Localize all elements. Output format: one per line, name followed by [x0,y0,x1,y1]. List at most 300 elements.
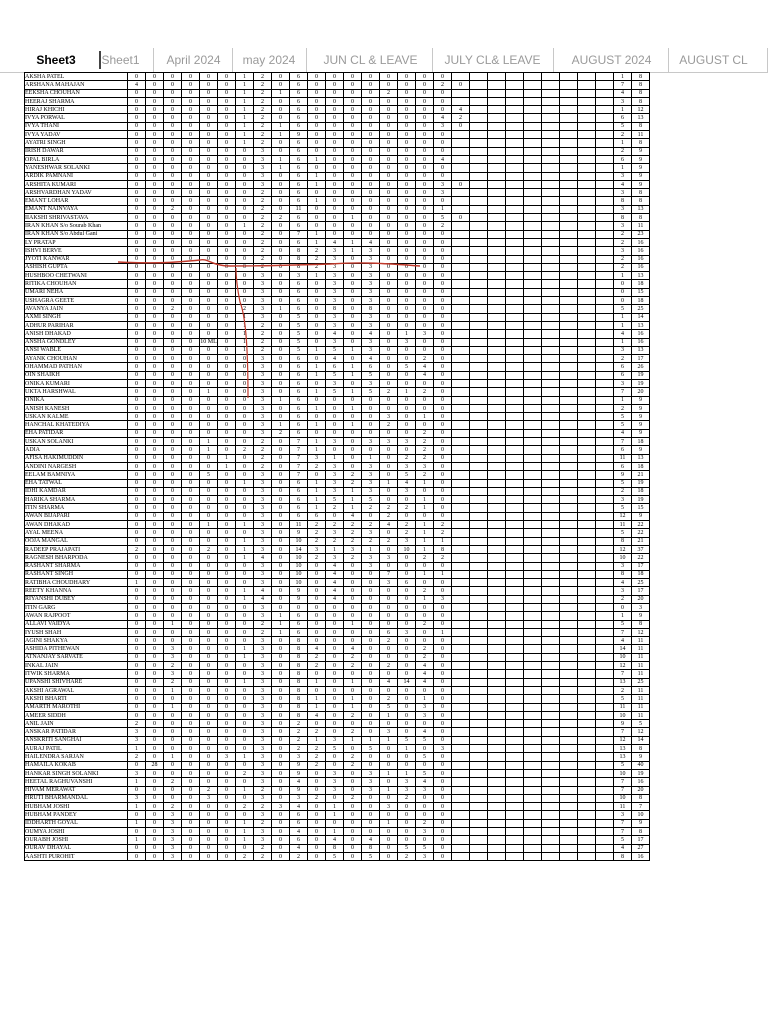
value-cell[interactable]: 0 [164,479,182,487]
value-cell[interactable]: 7 [614,819,632,827]
value-cell[interactable]: 0 [218,612,236,620]
value-cell[interactable]: 0 [236,487,254,495]
value-cell[interactable]: 6 [614,371,632,379]
value-cell[interactable] [470,81,488,89]
value-cell[interactable] [542,89,560,97]
value-cell[interactable]: 10 [632,811,650,819]
value-cell[interactable] [488,280,506,288]
value-cell[interactable] [506,537,524,545]
value-cell[interactable]: 6 [290,512,308,520]
value-cell[interactable]: 17 [632,355,650,363]
value-cell[interactable]: 5 [362,388,380,396]
value-cell[interactable] [542,711,560,719]
value-cell[interactable]: 0 [308,670,326,678]
value-cell[interactable]: 0 [380,346,398,354]
value-cell[interactable]: 0 [200,280,218,288]
value-cell[interactable]: 0 [146,628,164,636]
value-cell[interactable] [542,852,560,860]
value-cell[interactable]: 0 [308,205,326,213]
value-cell[interactable]: 0 [164,288,182,296]
value-cell[interactable]: 1 [434,628,452,636]
value-cell[interactable]: 0 [362,155,380,163]
value-cell[interactable]: 3 [326,786,344,794]
value-cell[interactable]: 0 [398,761,416,769]
value-cell[interactable]: 3 [326,321,344,329]
value-cell[interactable]: 0 [326,678,344,686]
value-cell[interactable]: 2 [200,545,218,553]
value-cell[interactable]: 1 [416,529,434,537]
value-cell[interactable]: 2 [254,346,272,354]
value-cell[interactable]: 0 [218,803,236,811]
value-cell[interactable] [578,97,596,105]
value-cell[interactable]: 1 [164,686,182,694]
value-cell[interactable]: 22 [632,554,650,562]
student-name-cell[interactable]: ARSHANA MAHAJAN [25,81,128,89]
value-cell[interactable]: 0 [146,155,164,163]
value-cell[interactable] [560,371,578,379]
value-cell[interactable]: 0 [380,404,398,412]
value-cell[interactable]: 0 [434,645,452,653]
value-cell[interactable]: 1 [236,313,254,321]
value-cell[interactable]: 0 [434,255,452,263]
value-cell[interactable] [470,379,488,387]
value-cell[interactable]: 1 [272,155,290,163]
value-cell[interactable]: 0 [308,828,326,836]
value-cell[interactable] [506,462,524,470]
value-cell[interactable]: 0 [146,139,164,147]
value-cell[interactable]: 0 [218,272,236,280]
value-cell[interactable]: 0 [434,794,452,802]
value-cell[interactable]: 5 [614,529,632,537]
value-cell[interactable]: 5 [398,363,416,371]
value-cell[interactable] [470,653,488,661]
value-cell[interactable]: 0 [344,462,362,470]
student-name-cell[interactable]: OUMYA JOSHI [25,828,128,836]
value-cell[interactable]: 0 [344,297,362,305]
value-cell[interactable]: 0 [398,429,416,437]
value-cell[interactable]: 0 [308,355,326,363]
value-cell[interactable]: 0 [200,180,218,188]
value-cell[interactable]: 0 [164,454,182,462]
value-cell[interactable] [452,819,470,827]
value-cell[interactable]: 0 [218,504,236,512]
value-cell[interactable]: 0 [398,728,416,736]
value-cell[interactable] [452,247,470,255]
value-cell[interactable]: 0 [344,720,362,728]
value-cell[interactable] [596,139,614,147]
value-cell[interactable]: 0 [308,769,326,777]
value-cell[interactable]: 0 [200,487,218,495]
value-cell[interactable]: 2 [416,554,434,562]
value-cell[interactable]: 0 [164,554,182,562]
value-cell[interactable]: 0 [164,313,182,321]
value-cell[interactable] [506,803,524,811]
value-cell[interactable] [488,97,506,105]
value-cell[interactable]: 3 [362,263,380,271]
value-cell[interactable] [560,720,578,728]
value-cell[interactable] [452,496,470,504]
value-cell[interactable]: 4 [326,330,344,338]
value-cell[interactable]: 0 [380,280,398,288]
value-cell[interactable] [488,180,506,188]
value-cell[interactable] [542,819,560,827]
value-cell[interactable]: 10 [398,545,416,553]
value-cell[interactable]: 0 [380,670,398,678]
value-cell[interactable]: 0 [344,272,362,280]
value-cell[interactable] [488,836,506,844]
value-cell[interactable]: 0 [218,479,236,487]
value-cell[interactable]: 0 [218,703,236,711]
value-cell[interactable]: 0 [326,695,344,703]
value-cell[interactable] [578,280,596,288]
value-cell[interactable] [524,521,542,529]
value-cell[interactable] [470,355,488,363]
value-cell[interactable]: 0 [434,604,452,612]
value-cell[interactable] [542,803,560,811]
value-cell[interactable]: 4 [416,662,434,670]
value-cell[interactable]: 3 [164,811,182,819]
value-cell[interactable]: 0 [380,131,398,139]
value-cell[interactable]: 9 [632,512,650,520]
value-cell[interactable] [470,836,488,844]
value-cell[interactable] [470,155,488,163]
value-cell[interactable] [578,89,596,97]
value-cell[interactable]: 6 [290,89,308,97]
value-cell[interactable]: 0 [146,745,164,753]
value-cell[interactable]: 0 [272,819,290,827]
value-cell[interactable] [596,131,614,139]
value-cell[interactable] [596,404,614,412]
value-cell[interactable] [596,844,614,852]
value-cell[interactable]: 10 [614,769,632,777]
value-cell[interactable]: 7 [290,454,308,462]
value-cell[interactable] [524,504,542,512]
value-cell[interactable]: 0 [182,330,200,338]
value-cell[interactable]: 0 [380,587,398,595]
value-cell[interactable]: 0 [308,89,326,97]
value-cell[interactable]: 0 [182,803,200,811]
value-cell[interactable]: 0 [218,81,236,89]
value-cell[interactable] [506,686,524,694]
value-cell[interactable]: 0 [416,288,434,296]
value-cell[interactable]: 0 [380,172,398,180]
value-cell[interactable]: 2 [380,504,398,512]
value-cell[interactable] [596,653,614,661]
value-cell[interactable]: 3 [164,852,182,860]
value-cell[interactable]: 1 [308,446,326,454]
value-cell[interactable]: 1 [614,272,632,280]
value-cell[interactable] [524,562,542,570]
value-cell[interactable] [560,297,578,305]
value-cell[interactable]: 0 [146,238,164,246]
value-cell[interactable] [524,139,542,147]
value-cell[interactable]: 0 [398,313,416,321]
value-cell[interactable] [524,297,542,305]
value-cell[interactable]: 0 [308,222,326,230]
value-cell[interactable] [470,238,488,246]
value-cell[interactable]: 0 [236,686,254,694]
value-cell[interactable] [488,371,506,379]
value-cell[interactable]: 0 [146,247,164,255]
student-name-cell[interactable]: ASHISH GUPTA [25,263,128,271]
value-cell[interactable]: 0 [164,537,182,545]
value-cell[interactable]: 17 [632,587,650,595]
value-cell[interactable] [452,355,470,363]
value-cell[interactable]: 3 [362,288,380,296]
value-cell[interactable]: 0 [146,836,164,844]
value-cell[interactable]: 0 [182,89,200,97]
value-cell[interactable]: 0 [146,686,164,694]
value-cell[interactable]: 0 [362,720,380,728]
value-cell[interactable] [560,836,578,844]
value-cell[interactable]: 2 [344,761,362,769]
value-cell[interactable]: 0 [434,620,452,628]
value-cell[interactable]: 0 [308,628,326,636]
value-cell[interactable]: 0 [218,321,236,329]
value-cell[interactable]: 5 [614,836,632,844]
value-cell[interactable]: 0 [218,205,236,213]
value-cell[interactable] [560,828,578,836]
value-cell[interactable]: 1 [380,479,398,487]
value-cell[interactable]: 0 [164,321,182,329]
value-cell[interactable]: 0 [164,429,182,437]
value-cell[interactable] [578,686,596,694]
value-cell[interactable]: 0 [308,321,326,329]
value-cell[interactable] [452,471,470,479]
value-cell[interactable]: 1 [236,139,254,147]
value-cell[interactable]: 2 [416,587,434,595]
value-cell[interactable] [542,313,560,321]
value-cell[interactable]: 13 [614,678,632,686]
value-cell[interactable] [506,131,524,139]
value-cell[interactable]: 4 [290,828,308,836]
value-cell[interactable]: 0 [200,570,218,578]
value-cell[interactable]: 0 [164,280,182,288]
value-cell[interactable]: 1 [308,388,326,396]
value-cell[interactable]: 0 [326,222,344,230]
value-cell[interactable] [596,521,614,529]
student-name-cell[interactable]: HIVAM MERAWAT [25,786,128,794]
value-cell[interactable] [470,214,488,222]
value-cell[interactable]: 7 [290,230,308,238]
value-cell[interactable]: 0 [434,330,452,338]
value-cell[interactable] [452,288,470,296]
value-cell[interactable] [470,753,488,761]
value-cell[interactable] [524,164,542,172]
value-cell[interactable]: 3 [254,761,272,769]
value-cell[interactable] [506,446,524,454]
value-cell[interactable]: 1 [236,89,254,97]
value-cell[interactable]: 8 [362,844,380,852]
value-cell[interactable]: 0 [164,97,182,105]
value-cell[interactable]: 3 [254,413,272,421]
value-cell[interactable]: 0 [362,404,380,412]
value-cell[interactable]: 0 [308,637,326,645]
value-cell[interactable] [524,711,542,719]
value-cell[interactable]: 2 [254,114,272,122]
value-cell[interactable]: 0 [362,97,380,105]
value-cell[interactable] [560,197,578,205]
value-cell[interactable] [506,786,524,794]
value-cell[interactable]: 2 [398,454,416,462]
value-cell[interactable]: 0 [182,321,200,329]
value-cell[interactable]: 1 [434,205,452,213]
value-cell[interactable]: 6 [290,197,308,205]
value-cell[interactable]: 0 [182,844,200,852]
value-cell[interactable]: 0 [362,761,380,769]
value-cell[interactable]: 0 [200,462,218,470]
value-cell[interactable]: 7 [614,670,632,678]
value-cell[interactable]: 8 [290,703,308,711]
value-cell[interactable] [560,280,578,288]
value-cell[interactable]: 0 [398,686,416,694]
value-cell[interactable]: 0 [236,745,254,753]
value-cell[interactable]: 0 [182,280,200,288]
value-cell[interactable] [542,587,560,595]
value-cell[interactable] [542,828,560,836]
value-cell[interactable]: 4 [326,836,344,844]
value-cell[interactable]: 6 [290,180,308,188]
value-cell[interactable]: 0 [146,81,164,89]
value-cell[interactable]: 0 [200,720,218,728]
value-cell[interactable]: 2 [308,653,326,661]
value-cell[interactable] [560,628,578,636]
value-cell[interactable] [452,255,470,263]
value-cell[interactable]: 0 [236,255,254,263]
value-cell[interactable]: 3 [362,487,380,495]
value-cell[interactable] [578,81,596,89]
value-cell[interactable]: 1 [164,703,182,711]
value-cell[interactable]: 2 [416,645,434,653]
value-cell[interactable]: 0 [146,844,164,852]
value-cell[interactable]: 0 [362,811,380,819]
value-cell[interactable]: 1 [308,404,326,412]
value-cell[interactable]: 0 [236,189,254,197]
value-cell[interactable]: 11 [632,686,650,694]
value-cell[interactable] [470,164,488,172]
value-cell[interactable]: 8 [614,570,632,578]
value-cell[interactable]: 0 [416,247,434,255]
value-cell[interactable]: 0 [308,595,326,603]
student-name-cell[interactable]: IRAN KHAN S/o Sourab Khan [25,222,128,230]
value-cell[interactable] [560,753,578,761]
student-name-cell[interactable]: ADHUR PARIHAR [25,321,128,329]
value-cell[interactable] [560,637,578,645]
value-cell[interactable] [488,330,506,338]
value-cell[interactable]: 1 [344,214,362,222]
student-name-cell[interactable]: REETY KHANNA [25,587,128,595]
value-cell[interactable] [578,346,596,354]
value-cell[interactable] [596,438,614,446]
value-cell[interactable]: 2 [290,728,308,736]
value-cell[interactable]: 3 [254,695,272,703]
value-cell[interactable] [506,620,524,628]
value-cell[interactable]: 0 [380,496,398,504]
value-cell[interactable] [578,155,596,163]
value-cell[interactable]: 2 [344,794,362,802]
value-cell[interactable] [488,545,506,553]
value-cell[interactable]: 3 [254,521,272,529]
value-cell[interactable]: 4 [326,355,344,363]
value-cell[interactable]: 0 [218,214,236,222]
value-cell[interactable]: 0 [326,172,344,180]
value-cell[interactable] [506,628,524,636]
value-cell[interactable] [524,172,542,180]
value-cell[interactable] [578,720,596,728]
value-cell[interactable]: 0 [164,711,182,719]
value-cell[interactable] [506,703,524,711]
value-cell[interactable] [578,180,596,188]
value-cell[interactable]: 5 [614,761,632,769]
value-cell[interactable]: 0 [182,288,200,296]
value-cell[interactable] [506,637,524,645]
value-cell[interactable]: 2 [308,662,326,670]
value-cell[interactable]: 0 [218,106,236,114]
value-cell[interactable] [524,471,542,479]
value-cell[interactable] [452,97,470,105]
value-cell[interactable]: 7 [290,438,308,446]
value-cell[interactable]: 0 [308,720,326,728]
value-cell[interactable] [524,81,542,89]
value-cell[interactable]: 4 [398,479,416,487]
value-cell[interactable]: 2 [254,131,272,139]
value-cell[interactable]: 0 [218,363,236,371]
value-cell[interactable]: 0 [398,155,416,163]
value-cell[interactable]: 0 [380,247,398,255]
value-cell[interactable]: 0 [146,180,164,188]
student-name-cell[interactable]: AKSHI BHARTI [25,695,128,703]
value-cell[interactable]: 0 [218,769,236,777]
value-cell[interactable]: 1 [236,346,254,354]
value-cell[interactable] [488,769,506,777]
value-cell[interactable]: 0 [164,628,182,636]
value-cell[interactable]: 0 [434,438,452,446]
value-cell[interactable]: 0 [416,139,434,147]
value-cell[interactable]: 0 [398,297,416,305]
value-cell[interactable]: 0 [182,454,200,462]
value-cell[interactable]: 0 [380,545,398,553]
value-cell[interactable]: 13 [632,272,650,280]
value-cell[interactable]: 1 [344,695,362,703]
value-cell[interactable]: 6 [290,164,308,172]
student-name-cell[interactable]: EEKSHA CHOUHAN [25,89,128,97]
value-cell[interactable]: 0 [128,454,146,462]
value-cell[interactable]: 0 [146,429,164,437]
value-cell[interactable] [470,819,488,827]
value-cell[interactable]: 0 [182,379,200,387]
value-cell[interactable]: 0 [164,214,182,222]
value-cell[interactable]: 0 [416,487,434,495]
student-name-cell[interactable]: ONIKA KUMARI [25,379,128,387]
value-cell[interactable] [488,81,506,89]
value-cell[interactable]: 2 [272,214,290,222]
value-cell[interactable]: 0 [344,819,362,827]
sheet-tab-august-cl[interactable]: AUGUST CL [660,48,768,72]
value-cell[interactable]: 0 [128,131,146,139]
value-cell[interactable] [596,346,614,354]
value-cell[interactable]: 3 [254,487,272,495]
value-cell[interactable]: 0 [218,288,236,296]
value-cell[interactable] [524,313,542,321]
value-cell[interactable]: 0 [362,695,380,703]
value-cell[interactable]: 0 [380,114,398,122]
value-cell[interactable]: 8 [290,255,308,263]
value-cell[interactable] [506,421,524,429]
value-cell[interactable]: 0 [200,562,218,570]
value-cell[interactable]: 0 [182,131,200,139]
sheet-tab-sheet3[interactable]: Sheet3 [14,48,98,72]
value-cell[interactable] [488,662,506,670]
